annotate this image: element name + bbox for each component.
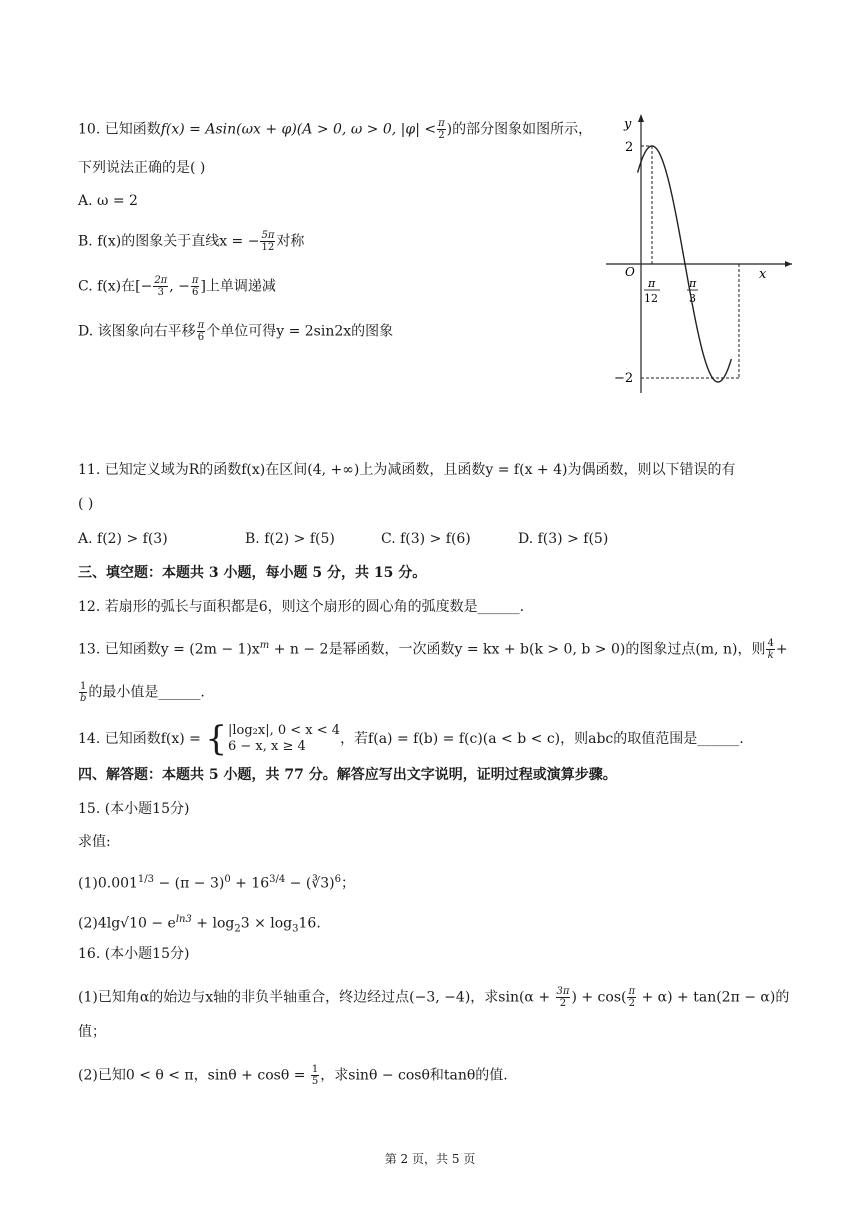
q11-option-b: B. f(2) > f(5) xyxy=(245,531,335,547)
q16-part1-line1: (1)已知角α的始边与x轴的非负半轴重合，终边经过点(−3, −4)，求sin(α + $\frac{3\pi}{2}$ ) + cos( $\frac{\pi}{2}$ + α) + tan(2π − α)的 xyxy=(78,986,790,1009)
q14-piecewise: { |log₂x|, 0 < x < 4 6 − x, x ≥ 4 xyxy=(205,719,341,759)
tick-pi12-den: 12 xyxy=(644,292,658,305)
q11-option-a: A. f(2) > f(3) xyxy=(78,531,168,547)
q16-header: 16. (本小题15分) xyxy=(78,946,190,962)
q16-part1-line2: 值； xyxy=(78,1024,106,1040)
x-axis-arrow xyxy=(785,261,792,267)
q10-stem-suffix: )的部分图象如图所示， xyxy=(446,121,593,138)
section4-heading: 四、解答题：本题共 5 小题，共 77 分。解答应写出文字说明，证明过程或演算步骤。 xyxy=(78,767,617,783)
q13-line2: $\frac{1}{b}$ 的最小值是______. xyxy=(80,681,205,704)
q11-paren: ( ) xyxy=(78,496,94,512)
q10-number: 10. xyxy=(78,121,101,138)
q15-intro: 求值: xyxy=(78,834,111,850)
tick-pi3-num: π xyxy=(689,277,697,290)
q11-stem: 11. 已知定义域为R的函数f(x)在区间(4, +∞)上为减函数，且函数y = f(x + 4)为偶函数，则以下错误的有 xyxy=(78,462,736,478)
q11-option-c: C. f(3) > f(6) xyxy=(381,531,471,547)
q10-option-c: C. f(x)在[− $\frac{2\pi}{3}$ , − $\frac{\pi}{6}$ ]上单调递减 xyxy=(78,275,276,298)
q15-part1: $(1)0.001^{1/3} - (\pi - 3)^0 + 16^{3/4}$ − (∛3)$^6$； xyxy=(78,874,355,892)
q11-options xyxy=(78,529,608,549)
section3-heading: 三、填空题：本题共 3 小题，每小题 5 分，共 15 分。 xyxy=(78,565,427,581)
tick-pi3-den: 3 xyxy=(689,292,696,305)
q10-option-b: B. f(x)的图象关于直线x = − $\frac{5\pi}{12}$ 对称 xyxy=(78,230,305,253)
y-min-label: −2 xyxy=(614,371,634,386)
q13-line1: 13. 已知函数$y = (2m - 1)x^m + n - 2$是幂函数，一次函数y = kx + b(k > 0, b > 0)的图象过点(m, n)，则 $\frac{4}{k}$ + xyxy=(78,638,788,662)
q10-function: f(x) = Asin(ωx + φ)(A > 0, ω > 0, |φ| < xyxy=(160,121,437,138)
q10-stem-line2: 下列说法正确的是( ) xyxy=(78,160,206,176)
q12-text: 12. 若扇形的弧长与面积都是6，则这个扇形的圆心角的弧度数是______. xyxy=(78,599,525,615)
q14-text: 14. 已知函数f(x) = { |log₂x|, 0 < x < 4 6 − x, x ≥ 4 ，若f(a) = f(b) = f(c)(a < b < c)，则abc的取值范围是______. xyxy=(78,719,744,759)
q10-stem-line1 xyxy=(78,118,592,141)
origin-label: O xyxy=(625,265,635,279)
y-max-label: 2 xyxy=(625,140,634,155)
q10-option-a: A. ω = 2 xyxy=(78,193,138,209)
page-footer: 第 2 页，共 5 页 xyxy=(384,1152,476,1166)
q10-phi-bound-fraction: $\frac{\pi}{2}$ xyxy=(438,118,445,141)
q15-part2: $(2)4\lg√10 - e^{ln3} + \log_23 \times \log_316$. xyxy=(78,914,321,935)
tick-pi12-num: π xyxy=(648,277,656,290)
q11-option-d: D. f(3) > f(5) xyxy=(518,531,609,547)
y-axis-arrow xyxy=(638,114,644,122)
x-axis-label: x xyxy=(759,267,767,282)
q10-option-d: D. 该图象向右平移 $\frac{\pi}{6}$ 个单位可得y = 2sin2x的图象 xyxy=(78,320,394,343)
q15-header: 15. (本小题15分) xyxy=(78,801,190,817)
q16-part2: (2)已知0 < θ < π，sinθ + cosθ = $\frac{1}{5}$ ，求sinθ − cosθ和tanθ的值. xyxy=(78,1064,508,1087)
sine-graph-figure xyxy=(596,108,796,398)
q10-stem-prefix: 已知函数 xyxy=(104,121,161,138)
y-axis-label: y xyxy=(624,117,632,132)
